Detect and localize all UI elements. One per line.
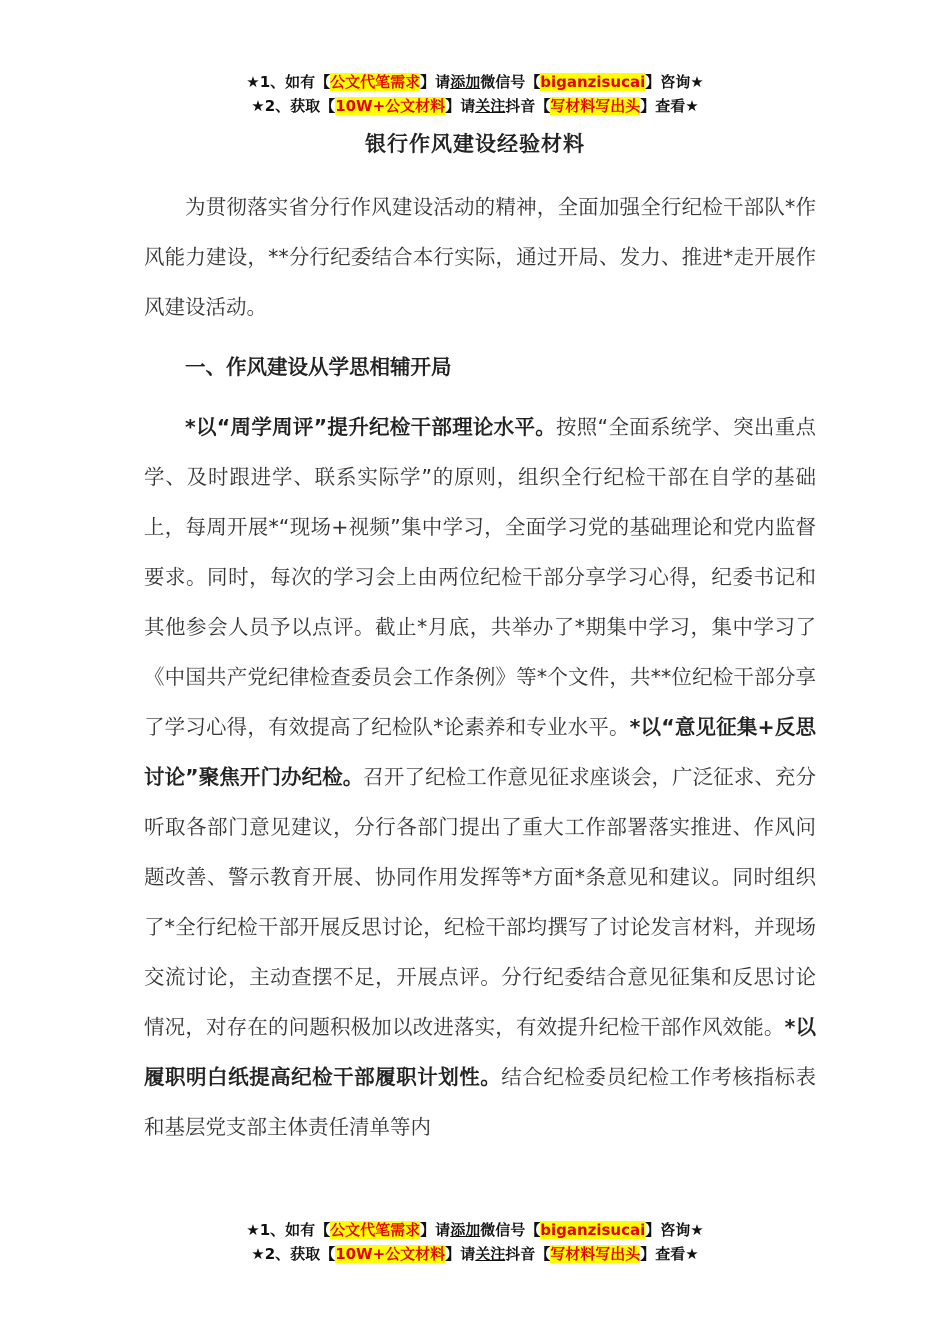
promo-text: ★2、获取【 — [251, 1245, 336, 1263]
promo-text: 】请 — [445, 97, 476, 115]
promo-text: 】咨询★ — [645, 1221, 704, 1239]
bold-lead-1: *以“周学周评”提升纪检干部理论水平。 — [185, 415, 556, 439]
promo-line-2 — [0, 1242, 950, 1266]
promo-underlined: 关注 — [475, 1245, 506, 1263]
promo-highlight: 公文代笔需求 — [330, 1221, 421, 1239]
bottom-promo-banner — [0, 1218, 950, 1266]
douyin-id-highlight: 写材料写出头 — [550, 1245, 641, 1263]
wechat-id-highlight: biganzisucai — [540, 1221, 646, 1239]
bold-lead-2: *以“意见征集+反思讨论”聚焦开门办纪检。 — [144, 715, 817, 789]
promo-highlight: 公文代笔需求 — [330, 73, 421, 91]
promo-text: 抖音【 — [505, 1245, 551, 1263]
body-text-2: 召开了纪检工作意见征求座谈会，广泛征求、充分听取各部门意见建议，分行各部门提出了重大工作部署落实推进、作风问题改善、警示教育开展、协同作用发挥等*方面*条意见和建议。同时组织了*全行纪检干部开展反思讨论，纪检干部均撰写了讨论发言材料，并现场交流讨论，主动查摆不足，开展点评。分行纪委结合意见征集和反思讨论情况，对存在的问题积极加以改进落实，有效提升纪检干部作风效能。 — [144, 765, 816, 1039]
promo-line-1 — [0, 70, 950, 94]
bold-lead-3: *以履职明白纸提高纪检干部履职计划性。 — [144, 1015, 816, 1089]
promo-text: 】请 — [420, 1221, 451, 1239]
promo-text: 】查看★ — [640, 1245, 699, 1263]
promo-text: 】查看★ — [640, 97, 699, 115]
promo-text: 抖音【 — [505, 97, 551, 115]
wechat-id-highlight: biganzisucai — [540, 73, 646, 91]
promo-underlined: 添加 — [450, 73, 481, 91]
promo-text: 微信号【 — [480, 73, 541, 91]
promo-text: 微信号【 — [480, 1221, 541, 1239]
promo-text: ★1、如有【 — [246, 1221, 331, 1239]
promo-highlight: 10W+公文材料 — [335, 97, 446, 115]
promo-text: ★1、如有【 — [246, 73, 331, 91]
promo-highlight: 10W+公文材料 — [335, 1245, 446, 1263]
document-body — [144, 182, 816, 1152]
promo-text: ★2、获取【 — [251, 97, 336, 115]
promo-line-2 — [0, 94, 950, 118]
intro-paragraph: 为贯彻落实省分行作风建设活动的精神，全面加强全行纪检干部队*作风能力建设，**分行纪委结合本行实际，通过开局、发力、推进*走开展作风建设活动。 — [144, 195, 816, 319]
section-heading-1: 一、作风建设从学思相辅开局 — [185, 355, 452, 379]
body-paragraph — [144, 402, 816, 1152]
document-title: 银行作风建设经验材料 — [365, 132, 585, 156]
promo-underlined: 关注 — [475, 97, 506, 115]
promo-underlined: 添加 — [450, 1221, 481, 1239]
promo-text: 】请 — [445, 1245, 476, 1263]
promo-line-1 — [0, 1218, 950, 1242]
douyin-id-highlight: 写材料写出头 — [550, 97, 641, 115]
body-text-1: 按照“全面系统学、突出重点学、及时跟进学、联系实际学”的原则，组织全行纪检干部在自学的基础上，每周开展*“现场+视频”集中学习，全面学习党的基础理论和党内监督要求。同时，每次的学习会上由两位纪检干部分享学习心得，纪委书记和其他参会人员予以点评。截止*月底，共举办了*期集中学习，集中学习了《中国共产党纪律检查委员会工作条例》等*个文件，共**位纪检干部分享了学习心得，有效提高了纪检队*论素养和专业水平。 — [144, 415, 816, 739]
promo-text: 】咨询★ — [645, 73, 704, 91]
body-text-3: 结合纪检委员纪检工作考核指标表和基层党支部主体责任清单等内 — [144, 1065, 817, 1139]
promo-text: 】请 — [420, 73, 451, 91]
top-promo-banner — [0, 70, 950, 118]
